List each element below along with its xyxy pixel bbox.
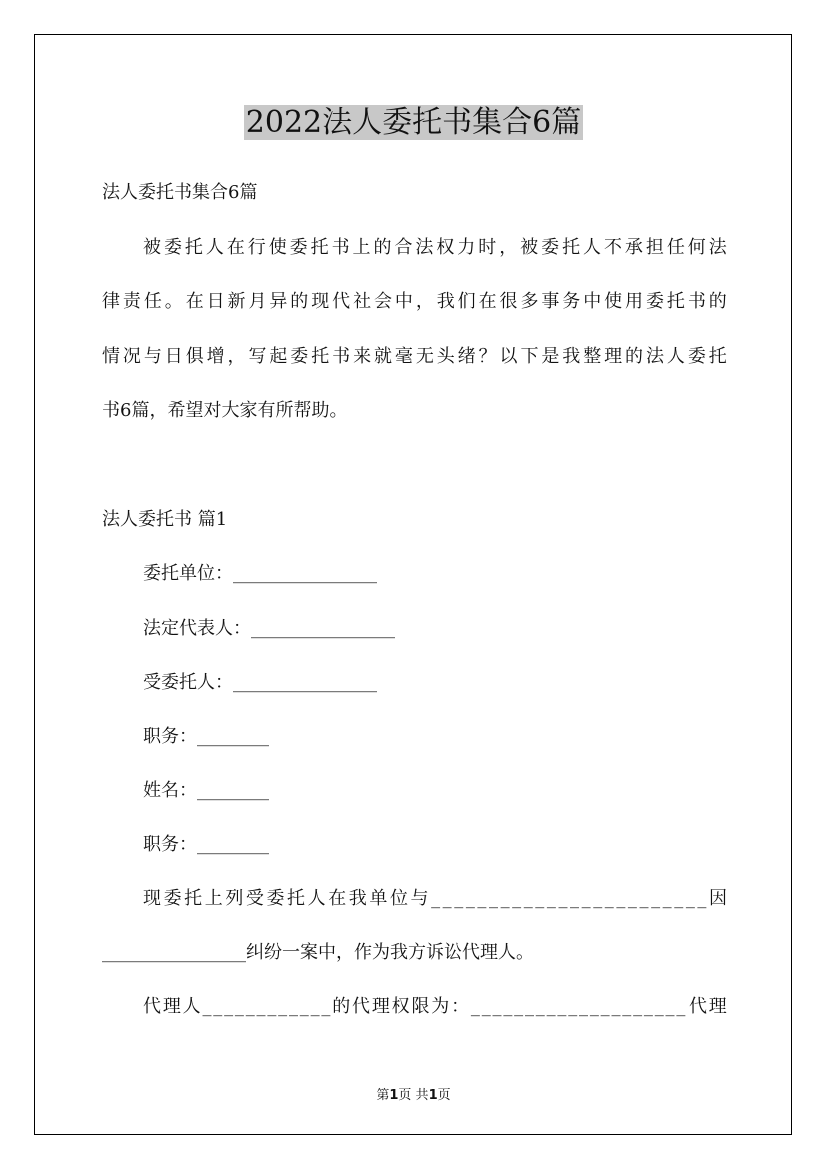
intro-line-4: 书6篇，希望对大家有所帮助。 bbox=[102, 400, 348, 421]
field-entrusting-unit: 委托单位：________________ bbox=[143, 563, 377, 584]
page-total: 1 bbox=[428, 1088, 438, 1103]
field-trustee: 受委托人：________________ bbox=[143, 672, 377, 693]
body-line-3: 代 理 人 _ _ _ _ _ _ _ _ _ _ _ _ 的 代 理 权 限 为 ： _ _ _ _ _ _ _ _ _ _ _ _ _ _ _ _ _ _ _ _ 代 理 bbox=[143, 996, 727, 1017]
section-heading: 法人委托书 篇1 bbox=[102, 509, 228, 530]
field-legal-representative: 法定代表人：________________ bbox=[143, 618, 395, 639]
document-title: 2022法人委托书集合6篇 bbox=[245, 105, 582, 140]
body-line-1: 现 委 托 上 列 受 委 托 人 在 我 单 位 与 _ _ _ _ _ _ _ _ _ _ _ _ _ _ _ _ _ _ _ _ _ _ _ _ 因 bbox=[143, 888, 727, 909]
document-title-wrap bbox=[0, 104, 827, 142]
field-position: 职务：________ bbox=[143, 726, 269, 747]
body-line-2: ________________纠纷一案中，作为我方诉讼代理人。 bbox=[102, 942, 534, 963]
page-number: 1 bbox=[389, 1088, 399, 1103]
intro-line-1: 被 委 托 人 在 行 使 委 托 书 上 的 合 法 权 力 时 ， 被 委 托 人 不 承 担 任 何 法 bbox=[143, 237, 727, 258]
intro-line-2: 律 责 任 。 在 日 新 月 异 的 现 代 社 会 中 ， 我 们 在 很 多 事 务 中 使 用 委 托 书 的 bbox=[102, 291, 727, 312]
document-subtitle: 法人委托书集合6篇 bbox=[102, 182, 258, 203]
page-footer: 第1页 共1页 bbox=[376, 1088, 451, 1103]
intro-line-3: 情 况 与 日 俱 增 ， 写 起 委 托 书 来 就 毫 无 头 绪 ？ 以 下 是 我 整 理 的 法 人 委 托 bbox=[102, 346, 727, 367]
field-position-2: 职务：________ bbox=[143, 834, 269, 855]
field-name: 姓名：________ bbox=[143, 780, 269, 801]
